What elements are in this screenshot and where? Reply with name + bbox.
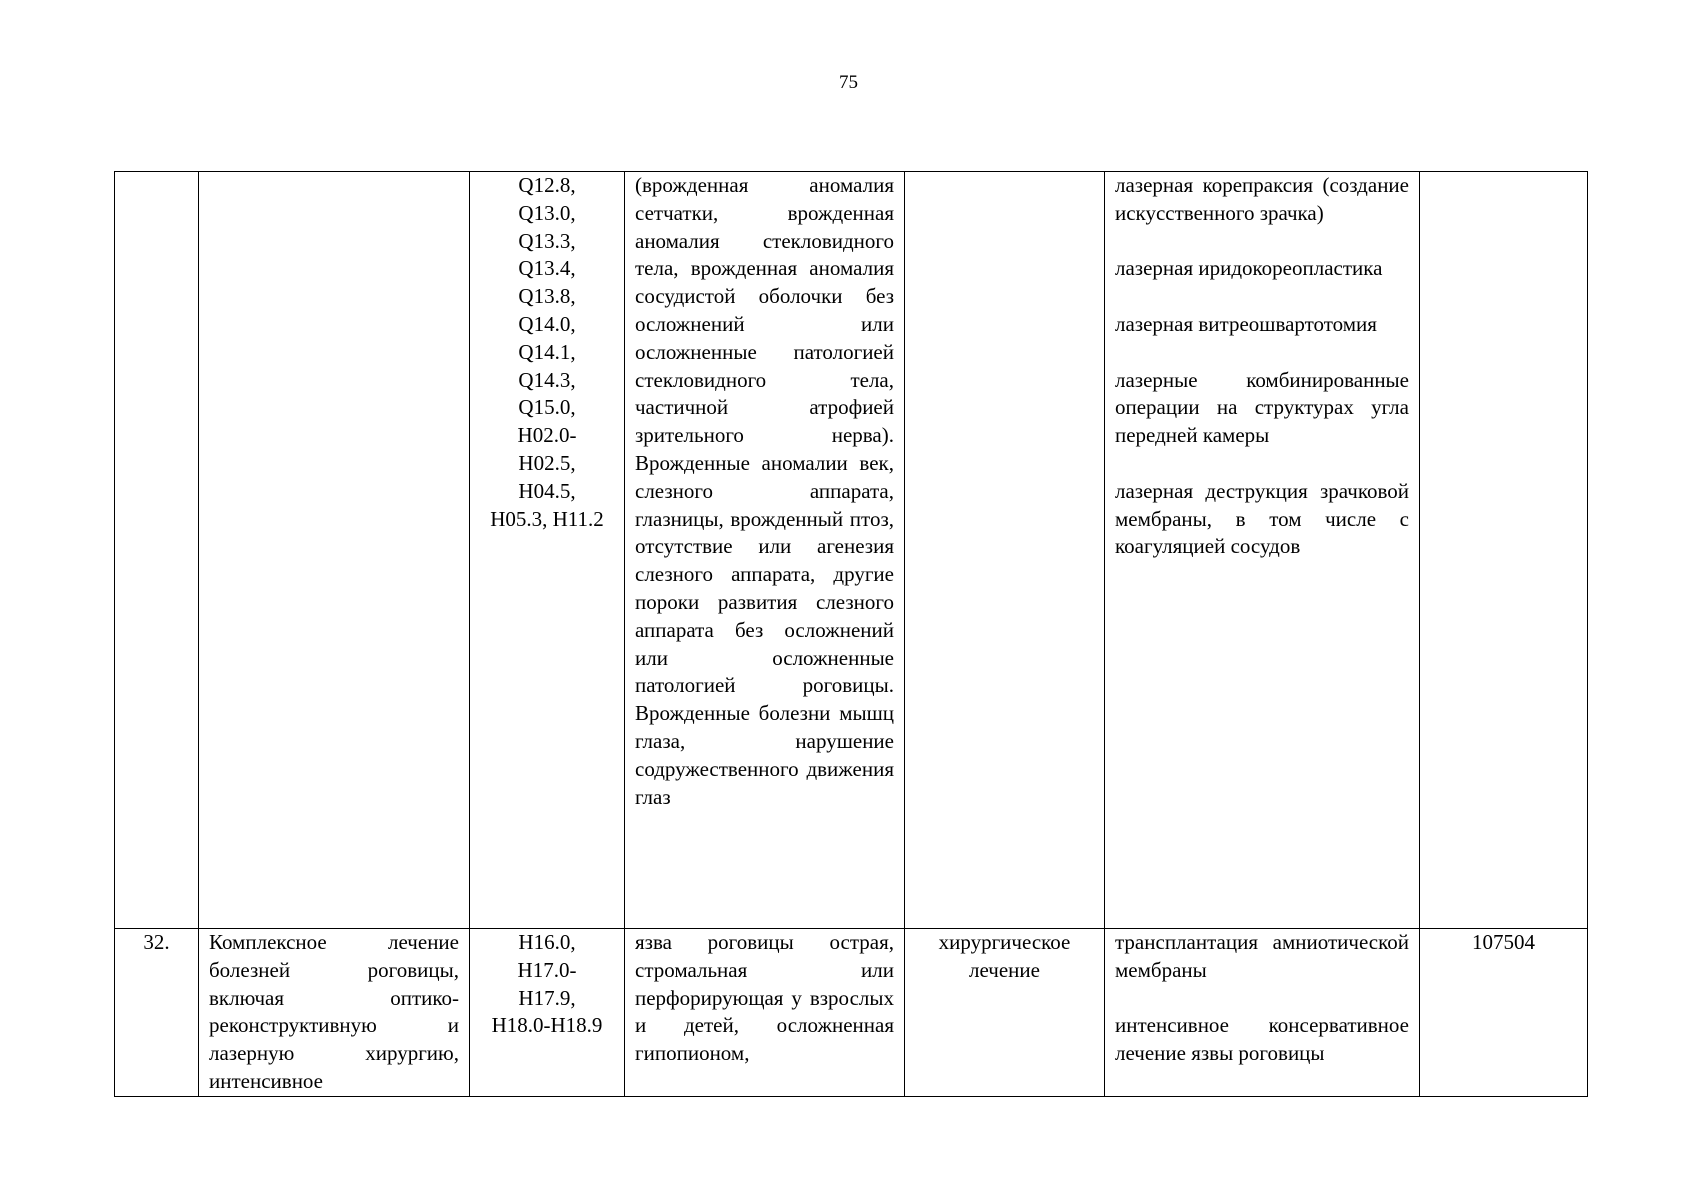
icd-code: H17.9,: [518, 985, 576, 1010]
treatment-methods: [1105, 172, 1420, 929]
treatment-type: [905, 172, 1105, 929]
treatment-method: лазерная корепраксия (создание искусственного зрачка): [1115, 173, 1409, 225]
icd-code: H02.5,: [518, 450, 576, 475]
icd-code: Q14.0,: [518, 311, 576, 336]
icd-code: H02.0-: [517, 423, 577, 448]
icd-code: H18.0-H18.9: [491, 1013, 603, 1038]
patient-model: язва роговицы острая, стромальная или перфорирующая у взрослых и детей, осложненная гипопионом,: [625, 929, 905, 1097]
icd-code: Q13.4,: [518, 256, 576, 281]
table-row: [115, 172, 1588, 929]
treatment-method: лазерная иридокореопластика: [1115, 256, 1383, 281]
icd-code: Q14.3,: [518, 367, 576, 392]
treatment-methods: [1105, 929, 1420, 1097]
icd-code: Q13.0,: [518, 200, 576, 225]
row-number: 32.: [115, 929, 199, 1097]
treatment-type: хирургическое лечение: [905, 929, 1105, 1097]
medical-care-table: [114, 171, 1588, 1097]
icd-codes: [470, 172, 625, 929]
treatment-method: лазерная витреошвартотомия: [1115, 311, 1377, 336]
price: 107504: [1420, 929, 1588, 1097]
icd-code: H17.0-: [517, 957, 577, 982]
treatment-method: лазерная деструкция зрачковой мембраны, в том числе с коагуляцией сосудов: [1115, 478, 1409, 559]
icd-code: Q15.0,: [518, 395, 576, 420]
icd-code: Q13.8,: [518, 284, 576, 309]
care-name: [199, 172, 470, 929]
care-name: Комплексное лечение болезней роговицы, включая оптико-реконструктивную и лазерную хирургию, интенсивное: [199, 929, 470, 1097]
treatment-method: лазерные комбинированные операции на структурах угла передней камеры: [1115, 367, 1409, 448]
icd-codes: [470, 929, 625, 1097]
patient-model: (врожденная аномалия сетчатки, врожденная аномалия стекловидного тела, врожденная аномалия сосудистой оболочки без осложнений или осложненные патологией стекловидного тела, частичной атрофией зрительного нерва). Врожденные аномалии век, слезного аппарата, глазницы, врожденный птоз, отсутствие или агенезия слезного аппарата, другие пороки развития слезного аппарата без осложнений или осложненные патологией роговицы. Врожденные болезни мышц глаза, нарушение содружественного движения глаз: [625, 172, 905, 929]
row-number: [115, 172, 199, 929]
treatment-method: трансплантация амниотической мембраны: [1115, 930, 1409, 982]
icd-code: Q14.1,: [518, 339, 576, 364]
table-row: [115, 929, 1588, 1097]
icd-code: H16.0,: [518, 930, 576, 954]
icd-code: Q13.3,: [518, 228, 576, 253]
icd-code: H05.3, H11.2: [490, 506, 604, 531]
price: [1420, 172, 1588, 929]
icd-code: Q12.8,: [518, 173, 576, 197]
treatment-method: интенсивное консервативное лечение язвы роговицы: [1115, 1013, 1409, 1066]
page-number: 75: [839, 72, 858, 93]
icd-code: H04.5,: [518, 478, 576, 503]
